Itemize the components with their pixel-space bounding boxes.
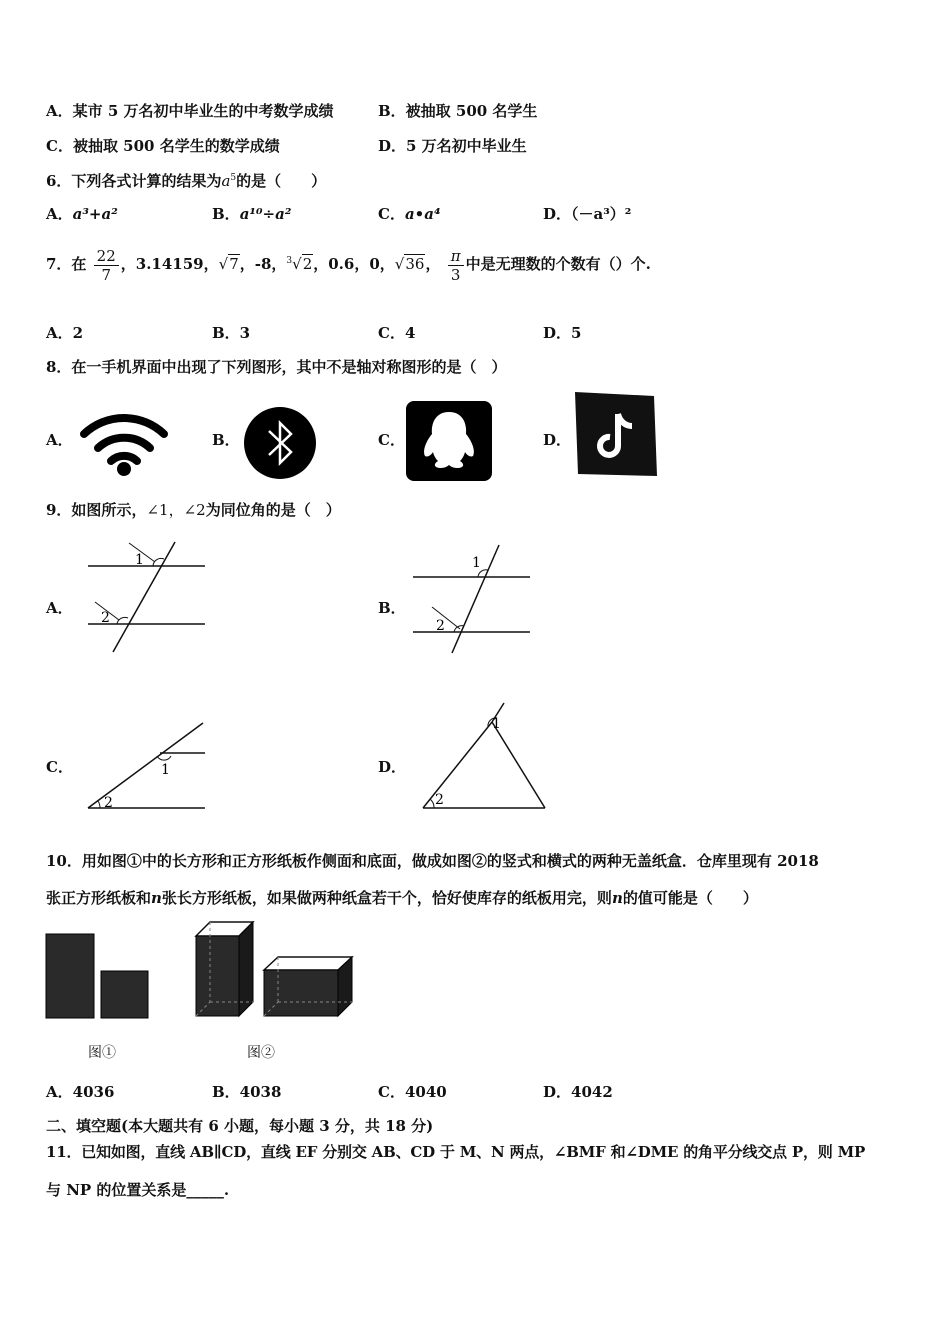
q7-option-b: B．3 xyxy=(212,324,251,342)
q9-b-mark2: 2 xyxy=(436,618,445,634)
q7-sqrt7: √7 xyxy=(218,255,239,273)
q8-option-d: D． xyxy=(543,431,572,449)
q7-pi-num: π xyxy=(448,247,464,266)
q7-num: 7．在 xyxy=(46,255,87,273)
section2-heading: 二、填空题(本大题共有 6 小题，每小题 3 分，共 18 分) xyxy=(46,1117,434,1135)
q10-option-a: A．4036 xyxy=(46,1083,115,1101)
q7-fraction-22-7 xyxy=(94,247,119,284)
q6-var: a xyxy=(221,172,231,190)
q9-figure-c xyxy=(85,720,210,815)
q10-line2-post: 的值可能是（ ） xyxy=(622,889,758,907)
q5-option-d: D．5 万名初中毕业生 xyxy=(378,137,527,155)
q9-stem-pre: 9．如图所示， xyxy=(46,501,147,519)
q7-option-d: D．5 xyxy=(543,324,582,342)
q6-exp: 5 xyxy=(230,173,237,183)
q10-var-n: n xyxy=(151,889,162,907)
q9-a-mark1: 1 xyxy=(135,552,144,568)
q6-c-label: C． xyxy=(378,205,405,223)
q9-angle2: ∠2 xyxy=(183,501,206,519)
q6-option-b xyxy=(212,204,291,224)
q7-frac-den: 7 xyxy=(101,265,111,284)
q7-stem xyxy=(46,244,651,284)
q7-pi-den: 3 xyxy=(450,265,461,284)
q6-option-a xyxy=(46,204,118,224)
q9-c-mark2: 2 xyxy=(104,795,113,811)
q9-d-mark1: 1 xyxy=(492,716,501,732)
q7-v2: ，-8， xyxy=(239,255,287,273)
q9-d-mark2: 2 xyxy=(435,792,444,808)
q6-stem xyxy=(46,171,326,191)
q7-tail: 中是无理数的个数有（）个. xyxy=(465,255,651,273)
q6-d-expr: （－a³）² xyxy=(571,205,632,223)
q7-sqrt36-val: 36 xyxy=(405,255,425,273)
q7-cbrt-index: 3 xyxy=(286,256,293,266)
q9-option-c: C． xyxy=(46,758,73,776)
q6-option-c xyxy=(378,204,441,224)
qq-penguin-icon xyxy=(405,400,493,482)
q6-stem-post: 的是（ ） xyxy=(236,172,327,190)
q9-option-d: D． xyxy=(378,758,407,776)
q9-option-a: A． xyxy=(46,599,73,617)
q11-line1: 11．已知如图，直线 AB∥CD，直线 EF 分别交 AB、CD 于 M、N 两点，∠BMF 和∠DME 的角平分线交点 P，则 MP xyxy=(46,1143,866,1161)
q5-option-b: B．被抽取 500 名学生 xyxy=(378,102,538,120)
q10-figure1-boards xyxy=(44,930,154,1022)
q6-b-expr: a¹⁰÷a² xyxy=(239,205,292,223)
q9-figure-b xyxy=(410,543,535,658)
q6-c-expr: a•a⁴ xyxy=(404,205,441,223)
tiktok-icon xyxy=(572,390,660,480)
q7-frac-num: 22 xyxy=(94,247,119,266)
q8-option-b: B． xyxy=(212,431,240,449)
q10-line1: 10．用如图①中的长方形和正方形纸板作侧面和底面，做成如图②的竖式和横式的两种无盖纸盒．仓库里现有 2018 xyxy=(46,852,819,870)
q7-cbrt2: $^3$√2 xyxy=(286,255,313,273)
q9-stem xyxy=(46,500,341,520)
q10-line2-pre: 张正方形纸板和 xyxy=(46,889,152,907)
q7-v3: ，0.6，0， xyxy=(313,255,395,273)
q9-a-mark2: 2 xyxy=(101,610,110,626)
q9-b-mark1: 1 xyxy=(472,555,481,571)
q5-option-c: C．被抽取 500 名学生的数学成绩 xyxy=(46,137,280,155)
bluetooth-icon xyxy=(243,406,317,480)
q5-option-a: A．某市 5 万名初中毕业生的中考数学成绩 xyxy=(46,102,334,120)
q9-figure-a xyxy=(85,540,210,655)
q10-fig1-caption: 图① xyxy=(88,1045,116,1061)
q7-cbrt2-val: 2 xyxy=(302,255,313,273)
q7-v1: ，3.14159， xyxy=(120,255,219,273)
q7-v4: ， xyxy=(425,255,441,273)
q10-figure2-boxes xyxy=(192,918,357,1022)
q10-option-d: D．4042 xyxy=(543,1083,613,1101)
q10-fig2-caption: 图② xyxy=(247,1045,275,1061)
q6-a-expr: a³+a² xyxy=(72,205,118,223)
q9-option-b: B． xyxy=(378,599,406,617)
q6-b-label: B． xyxy=(212,205,240,223)
q9-figure-d xyxy=(420,700,550,815)
q10-line2 xyxy=(46,888,758,908)
q8-stem: 8．在一手机界面中出现了下列图形，其中不是轴对称图形的是（ ） xyxy=(46,358,507,376)
q8-option-c: C． xyxy=(378,431,405,449)
q6-d-label: D． xyxy=(543,205,572,223)
q6-stem-pre: 6．下列各式计算的结果为 xyxy=(46,172,222,190)
q7-option-a: A．2 xyxy=(46,324,84,342)
q10-line2-mid: 张长方形纸板，如果做两种纸盒若干个，恰好使库存的纸板用完，则 xyxy=(161,889,612,907)
q11-line2: 与 NP 的位置关系是_____. xyxy=(46,1181,230,1199)
q7-option-c: C．4 xyxy=(378,324,416,342)
q6-a-label: A． xyxy=(46,205,73,223)
q10-option-b: B．4038 xyxy=(212,1083,282,1101)
q7-fraction-pi-3 xyxy=(448,247,464,284)
q6-option-d xyxy=(543,204,631,224)
q10-option-c: C．4040 xyxy=(378,1083,447,1101)
wifi-icon xyxy=(80,412,168,478)
q10-var-n-2: n xyxy=(611,889,623,907)
q9-angle1: ∠1， xyxy=(146,501,184,519)
q7-sqrt7-val: 7 xyxy=(229,255,239,273)
q9-stem-post: 为同位角的是（ ） xyxy=(205,501,341,519)
q9-c-mark1: 1 xyxy=(161,762,170,778)
q8-option-a: A． xyxy=(46,431,73,449)
q7-sqrt36: √36 xyxy=(394,255,425,273)
